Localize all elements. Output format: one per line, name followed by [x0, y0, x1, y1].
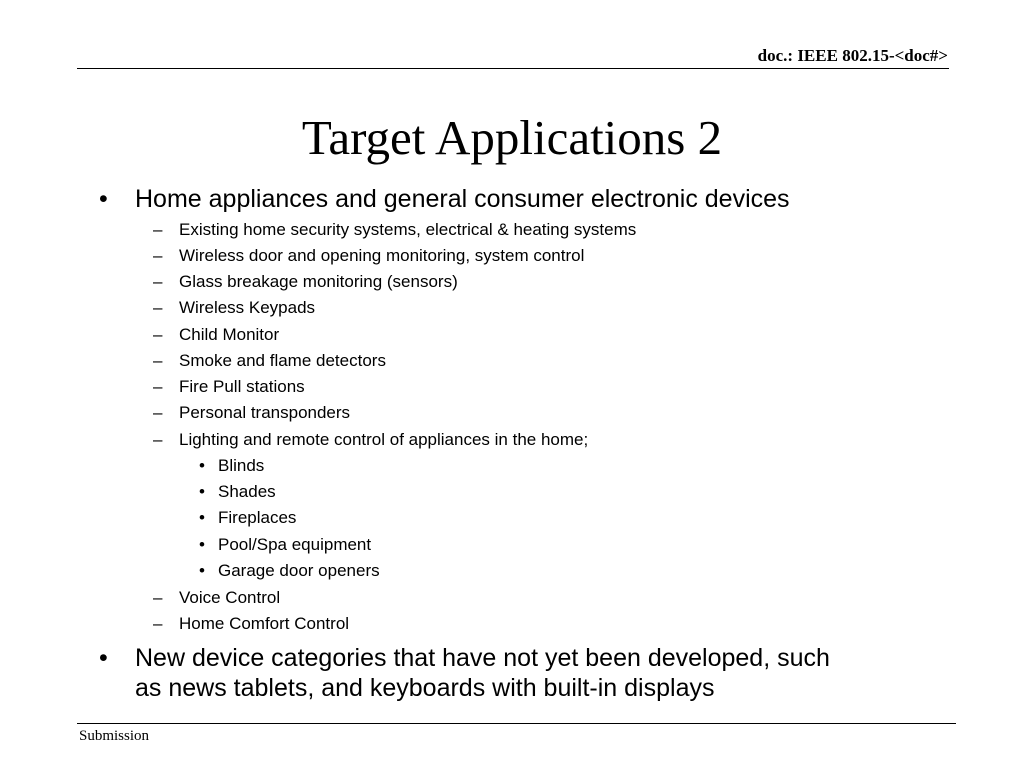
sub-bullet-text: Voice Control: [179, 588, 281, 607]
sub-bullet-text: Glass breakage monitoring (sensors): [179, 272, 458, 291]
footer-submission-label: Submission: [79, 728, 150, 744]
sub-bullet-marker: –: [153, 298, 163, 317]
bullet-text-line-1: New device categories that have not yet been developed, such: [135, 644, 830, 672]
sub-bullet-marker: –: [153, 351, 163, 370]
sub-sub-bullet-text: Garage door openers: [218, 561, 380, 580]
bullet-marker: •: [99, 185, 108, 213]
sub-sub-bullet-marker: •: [199, 508, 205, 527]
sub-sub-bullet-text: Shades: [218, 482, 276, 501]
sub-bullet-text: Fire Pull stations: [179, 377, 305, 396]
sub-bullet-text: Home Comfort Control: [179, 614, 350, 633]
sub-bullet-marker: –: [153, 246, 163, 265]
sub-bullet-marker: –: [153, 377, 163, 396]
sub-bullet-marker: –: [153, 430, 163, 449]
sub-bullet-marker: –: [153, 325, 163, 344]
sub-bullet-text: Existing home security systems, electrical & heating systems: [179, 220, 637, 239]
sub-sub-bullet-marker: •: [199, 456, 205, 475]
sub-bullet-text: Child Monitor: [179, 325, 280, 344]
sub-bullet-marker: –: [153, 588, 163, 607]
sub-sub-bullet-marker: •: [199, 561, 205, 580]
sub-bullet-text: Personal transponders: [179, 403, 351, 422]
sub-bullet-text: Wireless door and opening monitoring, system control: [179, 246, 585, 265]
slide-title: Target Applications 2: [301, 110, 723, 165]
document-id-header: doc.: IEEE 802.15-<doc#>: [757, 46, 948, 65]
sub-sub-bullet-text: Pool/Spa equipment: [218, 535, 372, 554]
bullet-text-line-2: as news tablets, and keyboards with built-in displays: [135, 674, 715, 702]
bullet-marker: •: [99, 644, 108, 672]
sub-bullet-text: Smoke and flame detectors: [179, 351, 386, 370]
sub-bullet-marker: –: [153, 272, 163, 291]
sub-sub-bullet-marker: •: [199, 482, 205, 501]
sub-bullet-marker: –: [153, 614, 163, 633]
bullet-text: Home appliances and general consumer electronic devices: [135, 185, 790, 213]
sub-sub-bullet-text: Blinds: [218, 456, 265, 475]
sub-bullet-text: Lighting and remote control of appliances in the home;: [179, 430, 589, 449]
sub-bullet-text: Wireless Keypads: [179, 298, 316, 317]
sub-sub-bullet-text: Fireplaces: [218, 508, 297, 527]
sub-sub-bullet-marker: •: [199, 535, 205, 554]
footer-divider: [77, 723, 956, 724]
sub-bullet-marker: –: [153, 403, 163, 422]
sub-bullet-marker: –: [153, 220, 163, 239]
